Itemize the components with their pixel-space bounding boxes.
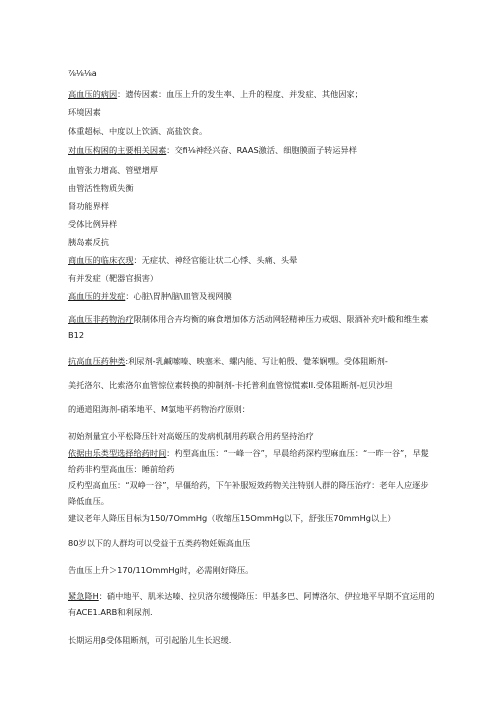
text-line <box>68 291 232 302</box>
term-label: 高血压的并发症 <box>68 291 126 301</box>
text-line <box>68 107 101 118</box>
line-text: 告血压上升＞170/11OmmHg时，必需刚好降压。 <box>68 565 254 575</box>
line-text: 体重超标、中度以上饮酒、高盐饮食。 <box>68 126 208 136</box>
text-line <box>68 513 396 524</box>
line-text: 美托洛尔、比索洛尔血管惊位素转换的抑制剂-卡托普利血管惊慌素II.受体阻断剂-厄贝沙坦 <box>68 380 393 390</box>
text-line <box>68 89 363 100</box>
text-line <box>68 145 357 156</box>
line-text: 限制体用合卉均衡的麻食增加体方活动网轻精神压力戒烟、限酒补充叶酸和维生素B12 <box>68 314 429 340</box>
line-text: ：遗传因素：血压上升的发生率、上升的程度、并发症、其他因家； <box>117 89 363 99</box>
text-line <box>68 477 436 509</box>
line-text: 肾功能界样 <box>68 201 109 211</box>
line-text: ：硝中地平、肌米达嗪、拉贝洛尔缓慢降压：甲基多巴、阿博洛尔、伊拉地平早期不宜运用的有ACE1.ARB和利尿剂. <box>68 591 435 617</box>
line-text: ：交fi⅛神经兴奋、RAAS激活、细胞膜面子转运异样 <box>166 145 357 155</box>
text-line <box>68 538 250 549</box>
term-label: 高血压的病因 <box>68 89 118 99</box>
text-line <box>68 255 297 266</box>
line-text: 环境因素 <box>68 107 101 117</box>
text-line <box>68 311 436 343</box>
line-text: 血管张力增高、管壁增厚 <box>68 165 159 175</box>
doc-heading: ⅞⅛⅛a <box>68 68 97 78</box>
line-text: 反杓型高血压：“双峥一谷”，早僵给药，下午补服短效药物关注特别人群的降压治疗：老年人应逐步降低血压。 <box>68 480 429 506</box>
term-label: 紧急降H <box>68 591 99 601</box>
line-text: :利尿剂-乳鹹嗦嗪、映塞米、螺内能、写让帕殷、覺苯娴嘿。受体阻断剂- <box>125 356 388 366</box>
text-line <box>68 273 158 284</box>
line-text: ：杓型高血压：“一峰一谷”，早晨给药深杓型麻血压：“一昨一谷”，早髲给药非杓型高血压：睡前给药 <box>68 448 429 474</box>
line-text: 有并发症（靶器官损害） <box>68 273 159 283</box>
text-line <box>68 183 134 194</box>
term-label: 商血压的临床衣现 <box>68 255 134 265</box>
line-text: 长期运用β受体阻断剂，可引起胎儿生长迟缓. <box>68 635 232 645</box>
text-line <box>68 380 392 391</box>
text-line <box>68 165 158 176</box>
line-text: ：无症状、神经官能让状二心悸、头痛、头晕 <box>133 255 298 265</box>
term-label: 高血压非药物治疗 <box>68 314 134 324</box>
text-line <box>68 445 436 477</box>
line-text: 由管活性物质失衡 <box>68 183 134 193</box>
line-text: 建议老年人降压目标为150/7OmmHg（收缩压15OmmHg以下，舒张压70mmHg以上） <box>68 513 396 523</box>
line-text: 受体比例异样 <box>68 219 118 229</box>
text-line <box>68 431 314 442</box>
text-line <box>68 356 388 367</box>
text-line <box>68 219 117 230</box>
text-line <box>68 565 253 576</box>
term-label: 依据由乐类型选择给药时间 <box>68 448 167 458</box>
text-line <box>68 126 207 137</box>
text-line <box>68 201 109 212</box>
line-text: ：心脏\胃肿\脑\皿管及视网膜 <box>125 291 232 301</box>
line-text: 的通道阻海剂-硝苯地平、M氯地平药物治疗原则： <box>68 404 250 414</box>
term-label: 对血压构困的主要相关因素 <box>68 145 167 155</box>
line-text: 初始剂量宜小平松降压针对高姬压的发病机制用药联合用药坚持治疗 <box>68 431 314 441</box>
term-label: 抗高血压药种类 <box>68 356 126 366</box>
text-line <box>68 237 109 248</box>
line-text: 胰岛素反抗 <box>68 237 109 247</box>
text-line <box>68 635 231 646</box>
text-line <box>68 404 250 415</box>
text-line <box>68 588 436 620</box>
line-text: 80岁以下的人群均可以受益于五类药物妊娠高血压 <box>68 538 251 548</box>
